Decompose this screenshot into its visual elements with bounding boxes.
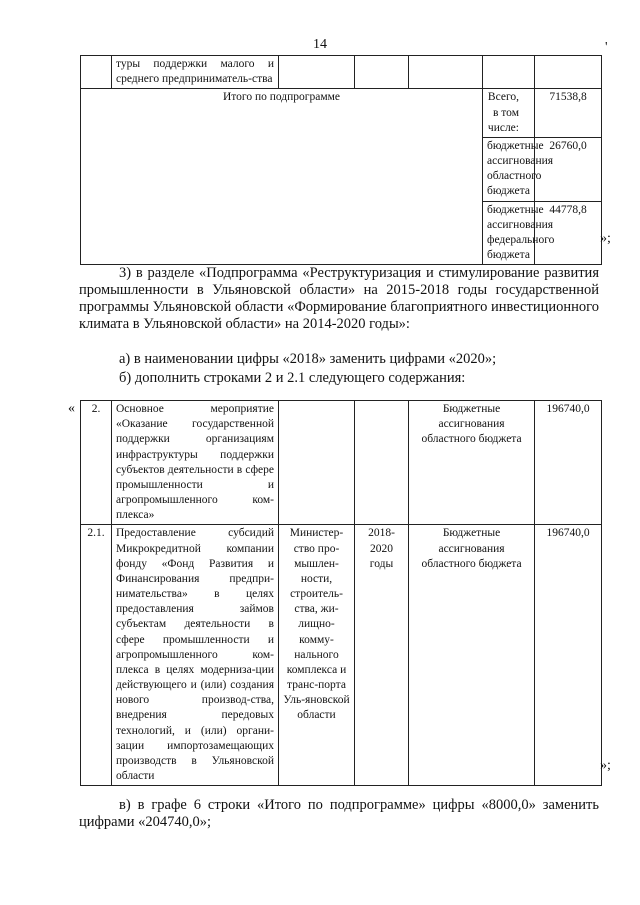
row-source: Бюджетные ассигнования областного бюджета — [409, 525, 535, 786]
row-number: 2.1. — [81, 525, 112, 786]
row-name: Основное мероприятие «Оказание государственной поддержки организациям инфраструктуры поддержки субъектов деятельности в сфере промышленности и агропромышленного ком-плекса» — [112, 401, 279, 525]
total-amount-federal: 44778,8 — [535, 201, 602, 265]
total-source-federal: бюджетные ассигнования федерального бюджета — [483, 201, 535, 265]
row-amount: 196740,0 — [535, 525, 602, 786]
row-period: 2018-2020 годы — [355, 525, 409, 786]
item-c: в) в графе 6 строки «Итого по подпрограмме» цифры «8000,0» заменить цифрами «204740,0»; — [79, 797, 599, 830]
page-number: 14 — [313, 37, 327, 52]
paragraph-3: 3) в разделе «Подпрограмма «Реструктуризация и стимулирование развития промышленности в Ульяновской области» на 2015-2018 годы государственной программы Ульяновской области «Формирование благоприятного инвестиционного климата в Ульяновской области» на 2014-2020 годы»: — [79, 265, 599, 332]
total-amount-all: 71538,8 — [535, 89, 602, 138]
total-amount-regional: 26760,0 — [535, 137, 602, 201]
row-number: 2. — [81, 401, 112, 525]
table-row — [81, 401, 602, 525]
row-amount: 196740,0 — [535, 401, 602, 525]
row-period — [355, 401, 409, 525]
row-executor — [279, 401, 355, 525]
item-a: а) в наименовании цифры «2018» заменить цифрами «2020»; — [119, 351, 497, 367]
closing-quote-1: »; — [600, 231, 611, 246]
table-row-total — [81, 89, 602, 138]
table-row — [81, 56, 602, 89]
total-label: Итого по подпрограмме — [81, 89, 483, 265]
closing-quote-2: »; — [600, 758, 611, 773]
row-name: Предоставление субсидий Микрокредитной компании фонду «Фонд Развития и Финансирования предпри-нимательства» в целях предоставления займов субъектам деятельности в сфере промышленности и агропромышленного ком-плекса в целях модерниза-ции действующего и (или) создания нового производ-ства, внедрения передовых технологий, и (или) органи-зации импортозамещающих производств в Ульяновской области — [112, 525, 279, 786]
row-source: Бюджетные ассигнования областного бюджета — [409, 401, 535, 525]
item-b: б) дополнить строками 2 и 2.1 следующего содержания: — [119, 370, 466, 386]
subprogram-total-table — [80, 55, 602, 265]
table-cell-name: туры поддержки малого и среднего предприниматель-ства — [112, 56, 279, 89]
opening-quote: « — [68, 401, 75, 416]
row-executor: Министер-ство про-мышлен-ности, строитель-ства, жи-лищно-комму-нального комплекса и транс-порта Уль-яновской области — [279, 525, 355, 786]
table-row — [81, 525, 602, 786]
total-source-regional: бюджетные ассигнования областного бюджета — [483, 137, 535, 201]
new-rows-table — [80, 400, 602, 786]
total-source-all: Всего, в том числе: — [483, 89, 535, 138]
top-edge-mark: ' — [605, 40, 608, 55]
